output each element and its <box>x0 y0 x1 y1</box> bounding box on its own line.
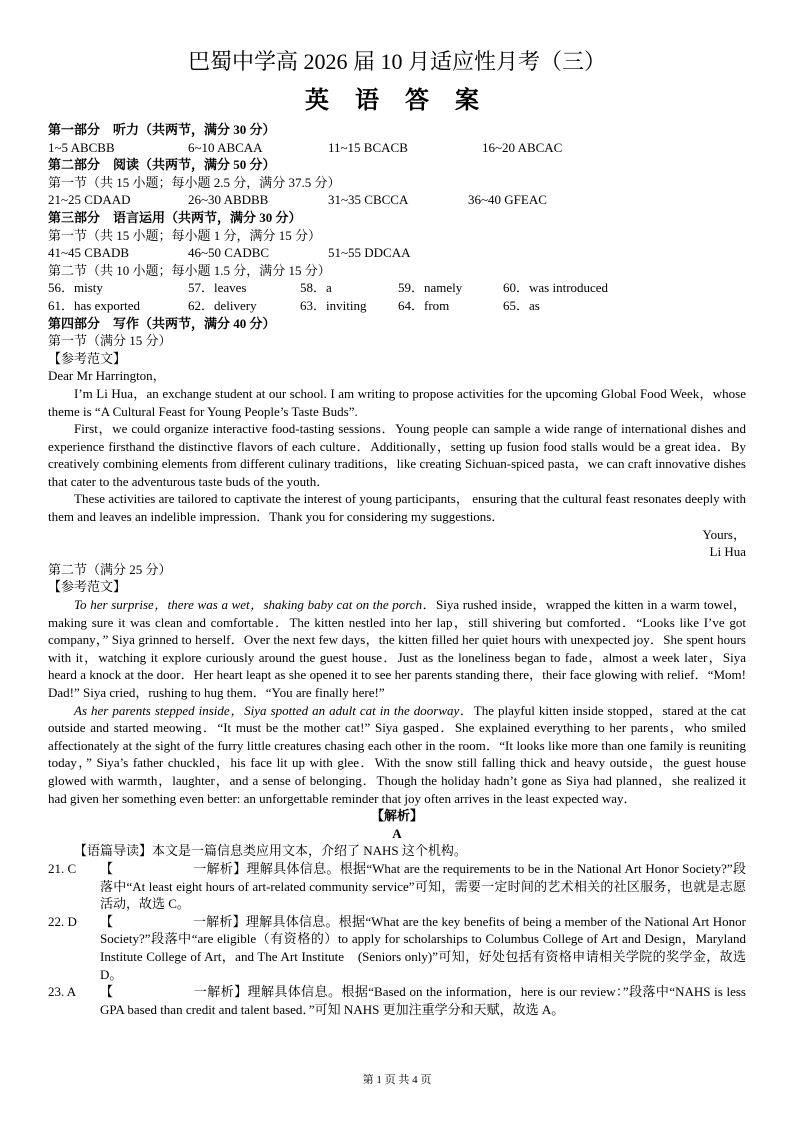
blank-answer: 61．has exported <box>48 297 141 313</box>
story-text: ．The playful kitten inside stopped，stared at the cat outside and started meowing．“It must be the mother cat!” Siya gasped．She explained everything to her parents，who smiled affectionately at the sight of the furry little creatures chasing each other in the room．“It looks like more than one family is reuniting today，” Siya’s father chuckled，his face lit up with glee．With the snow still falling thick and heavy outside，the guest house glowed with warmth，laughter，and a sense of belonging．Though the holiday hadn’t gone as Siya had planned，she realized it had given her something even better: an unforgettable reminder that joy often arrives in the least expected way． <box>48 702 746 806</box>
question-answer: 21. C <box>48 860 77 876</box>
analysis-part-label: A <box>392 825 402 841</box>
letter-closing: Yours， <box>702 526 746 542</box>
letter-paragraph: First，we could organize interactive food-tasting sessions．Young people can sample a wide range of international dishes and experience firsthand the distinctive flavors of each culture．Additionally，setting up fusion food stalls would be a great idea．By creatively combining elements from different culinary traditions，like creating Sichuan-spiced pasta，we can craft innovative dishes that cater to the adventurous taste buds of the youth． <box>48 421 746 489</box>
question-answer: 23. A <box>48 984 77 1000</box>
letter-greeting: Dear Mr Harrington， <box>48 368 166 384</box>
listening-heading: 第一部分 听力（共两节，满分 30 分） <box>48 122 276 137</box>
question-explanation: 【 一解析】理解具体信息。根据“Based on the information，here is our review：”段落中“NAHS is less GPA based than credit and talent based．”可知 NAHS 更加注重学分和天赋，故选 A。 <box>100 984 746 1017</box>
blank-answer: 59．namely <box>398 280 463 296</box>
language-use-heading: 第三部分 语言运用（共两节，满分 30 分） <box>48 209 302 225</box>
blank-answer: 62．delivery <box>188 297 257 313</box>
analysis-item <box>48 913 746 983</box>
story-paragraph <box>48 596 746 702</box>
analysis-heading: 【解析】 <box>370 808 423 824</box>
reading-heading: 第二部分 阅读（共两节，满分 50 分） <box>48 157 276 173</box>
answer-group: 1~5 ABCBB <box>48 139 115 155</box>
story-text: ．Siya rushed inside，wrapped the kitten in a warm towel，making sure it was clean and comfortable．The kitten nestled into her lap，still shivering but comforted．“Looks like I’ve got company，” Siya grinned to herself．Over the next few days，the kitten filled her quiet hours with unexpected joy．She spent hours with it，watching it explore curiously around the guest house．Just as the loneliness began to fade，almost a week later，Siya heard a knock at the door．Her heart leapt as she opened it to see her parents standing there，their face glowing with relief．“Mom! Dad!” Siya cried，rushing to hug them．“You are finally here!” <box>48 597 746 700</box>
sample-essay-label: 【参考范文】 <box>48 350 127 366</box>
sample-essay-label: 【参考范文】 <box>48 579 127 595</box>
story-lead-sentence: As her parents stepped inside，Siya spotted an adult cat in the doorway <box>74 702 460 718</box>
answer-group: 41~45 CBADB <box>48 245 130 261</box>
answer-group: 11~15 BCACB <box>328 139 408 155</box>
story-paragraph <box>48 702 746 808</box>
document-title: 巴蜀中学高 2026 届 10 月适应性月考（三） <box>187 49 606 74</box>
answer-group: 21~25 CDAAD <box>48 192 131 208</box>
answer-group: 36~40 GFEAC <box>468 192 547 208</box>
language-use-section2-heading: 第二节（共 10 小题；每小题 1.5 分，满分 15 分） <box>48 262 331 278</box>
reading-answers-row <box>48 191 746 209</box>
listening-answers-row <box>48 139 746 157</box>
analysis-item <box>48 983 746 1018</box>
question-answer: 22. D <box>48 913 77 929</box>
blank-answer: 58．a <box>300 280 332 296</box>
language-use-section1-heading: 第一节（共 15 小题；每小题 1 分，满分 15 分） <box>48 227 322 243</box>
blank-answer: 57．leaves <box>188 280 247 296</box>
letter-paragraph: I’m Li Hua，an exchange student at our school. I am writing to propose activities for the upcoming Global Food Week，whose theme is “A Cultural Feast for Young People’s Taste Buds”. <box>48 385 746 419</box>
answer-group: 26~30 ABDBB <box>188 192 269 208</box>
answer-group: 31~35 CBCCA <box>328 192 409 208</box>
document-subtitle: 英 语 答 案 <box>305 88 489 114</box>
blank-answer: 65．as <box>503 297 540 313</box>
letter-signature: Li Hua <box>709 544 746 560</box>
answer-group: 16~20 ABCAC <box>482 139 563 155</box>
blank-answer: 56．misty <box>48 280 103 296</box>
answer-content <box>48 121 746 1018</box>
answer-group: 51~55 DDCAA <box>328 245 411 261</box>
analysis-item <box>48 860 746 913</box>
blank-answer: 60．was introduced <box>503 280 609 296</box>
question-explanation: 【 一解析】理解具体信息。根据“What are the key benefits of being a member of the National Art Honor Society?”段落中“are eligible（有资格的）to apply for scholarships to Columbus College of Art and Design，Maryland Institute College of Art，and The Art Institute (Seniors only)”可知，好处包括有资格申请相关学院的奖学金，故选 D。 <box>100 913 746 982</box>
writing-heading: 第四部分 写作（共两节，满分 40 分） <box>48 315 276 331</box>
letter-paragraph: These activities are tailored to captivate the interest of young participants， ensuring that the cultural feast resonates deeply with them and leaves an indelible impression．Thank you for considering my suggestions． <box>48 491 746 525</box>
writing-section1-heading: 第一节（满分 15 分） <box>48 333 172 349</box>
blank-answers-row-1 <box>48 279 746 297</box>
answer-group: 6~10 ABCAA <box>188 139 263 155</box>
language-use-answers-row <box>48 244 746 262</box>
blank-answer: 63．inviting <box>300 297 367 313</box>
question-explanation: 【 一解析】理解具体信息。根据“What are the requirements to be in the National Art Honor Society?”段落中“At least eight hours of art-related community service”可知，需要一定时间的艺术相关的社区服务，也就是志愿活动，故选 C。 <box>100 860 746 912</box>
blank-answer: 64．from <box>398 297 450 313</box>
answer-group: 46~50 CADBC <box>188 245 270 261</box>
blank-answers-row-2 <box>48 297 746 315</box>
story-lead-sentence: To her surprise，there was a wet，shaking baby cat on the porch <box>74 597 423 613</box>
writing-section2-heading: 第二节（满分 25 分） <box>48 561 172 577</box>
page-number: 第 1 页 共 4 页 <box>362 1074 432 1086</box>
passage-intro: 【语篇导读】本文是一篇信息类应用文本，介绍了 NAHS 这个机构。 <box>74 843 467 859</box>
reading-section1-heading: 第一节（共 15 小题；每小题 2.5 分，满分 37.5 分） <box>48 174 341 190</box>
